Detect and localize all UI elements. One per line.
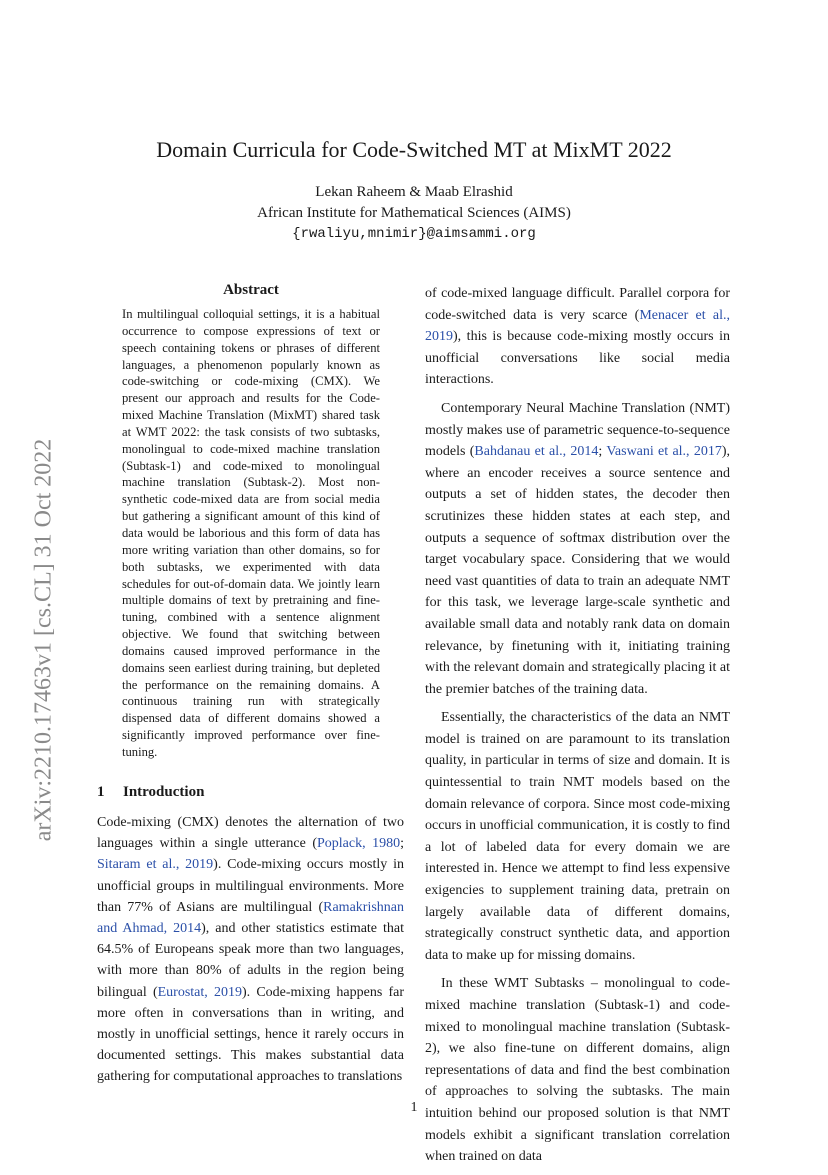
section-number: 1 — [97, 784, 105, 800]
section-heading-introduction — [97, 784, 204, 801]
author-names: Lekan Raheem & Maab Elrashid — [315, 184, 513, 200]
abstract-text: In multilingual colloquial settings, it is a habitual occurrence to compose expressions of text or speech containing tokens or phrases of different languages, a phenomenon popularly known as code-switching or code-mixing (CMX). We present our approach and results for the Code-mixed Machine Translation (MixMT) shared task at WMT 2022: the task consists of two subtasks, monolingual to code-mixed machine translation (Subtask-1) and code-mixed to monolingual machine translation (Subtask-2). Most non-synthetic code-mixed data are from social media but gathering a significant amount of this kind of data would be laborious and this form of data has more writing variation than other domains, so for both subtasks, we experimented with data schedules for out-of-domain data. We jointly learn multiple domains of text by pretraining and fine-tuning, combined with a sentence alignment objective. We found that switching between domains caused improved performance in the domains seen earliest during training, but depleted the performance on the remaining domains. A continuous training run with strategically dispensed data of different domains showed a significantly improved performance over fine-tuning. — [122, 307, 380, 759]
arxiv-sidebar — [14, 370, 74, 910]
text-run: ; — [400, 836, 404, 852]
text-run: of code-mixed language difficult. Parallel corpora for code-switched data is very scarce ( — [425, 286, 730, 323]
citation-link[interactable]: Eurostat, 2019 — [157, 984, 242, 1000]
text-run: Code-mixing (CMX) denotes the alternation of two languages within a single utterance ( — [97, 815, 404, 852]
author-email: {rwaliyu,mnimir}@aimsammi.org — [292, 226, 536, 242]
text-run: Contemporary Neural Machine Translation (NMT) mostly makes use of parametric sequence-to-sequence models ( — [425, 400, 730, 460]
intro-paragraph-1-continued — [425, 283, 730, 391]
citation-link[interactable]: Menacer et al., 2019 — [425, 307, 730, 345]
page-number: 1 — [410, 1100, 418, 1115]
citation-link[interactable]: Sitaram et al., 2019 — [97, 857, 214, 873]
text-run: ), where an encoder receives a source sentence and outputs a set of hidden states, the decoder then scrutinizes these hidden states at each step, and outputs a sequence of softmax distribution over the target vocabulary space. Considering that we would need vast quantities of data to train an adequate NMT for this task, we leverage large-scale synthetic and available small data and notably rank data on domain relevance, by finetuning with it, initiating training with the relevant domain and strategically placing it at the premier batches of the training data. — [425, 444, 730, 697]
author-block — [0, 182, 828, 245]
intro-paragraph-1-left — [97, 812, 404, 1088]
text-run: ). Code-mixing happens far more often in conversations than in writing, and mostly in unofficial settings, hence it rarely occurs in documented settings. This makes substantial data gathering for computational approaches to translations — [97, 984, 404, 1085]
paper-title: Domain Curricula for Code-Switched MT at MixMT 2022 — [156, 137, 672, 162]
text-run: ), this is because code-mixing mostly occurs in unofficial conversations like social media interactions. — [425, 329, 730, 388]
arxiv-identifier: arXiv:2210.17463v1 [cs.CL] 31 Oct 2022 — [30, 438, 57, 842]
intro-paragraph-3: Essentially, the characteristics of the data an NMT model is trained on are paramount to its translation quality, in particular in terms of size and domain. It is quintessential to train NMT models based on the domain relevance of corpora. Since most code-mixing occurs in unofficial communication, it is costly to find a lot of labeled data for every domain we are interested in. Hence we attempt to find less expensive exigencies to supplement training data, pretrain on largely available data of different domains, strategically construct synthetic data, and apportion data to make up for missing domains. — [425, 710, 730, 963]
text-run: ), and other statistics estimate that 64.5% of Europeans speak more than two languages, with more than 80% of adults in the region being bilingual ( — [97, 921, 404, 1000]
citation-link[interactable]: Bahdanau et al., 2014 — [474, 444, 599, 460]
citation-link[interactable]: Vaswani et al., 2017 — [606, 444, 722, 460]
text-run: ; — [598, 444, 607, 460]
author-affiliation: African Institute for Mathematical Sciences (AIMS) — [257, 205, 571, 221]
intro-paragraph-2 — [425, 398, 730, 700]
abstract-heading: Abstract — [223, 282, 279, 298]
intro-paragraph-4: In these WMT Subtasks – monolingual to code-mixed machine translation (Subtask-1) and code-mixed to monolingual machine translation (Subtask-2), we also fine-tune on different domains, align representations of data and find the best combination of approaches to solving the subtasks. The main intuition behind our proposed solution is that NMT models exhibit a significant translation correlation when trained on data — [425, 976, 730, 1165]
citation-link[interactable]: Ramakrishnan and Ahmad, 2014 — [97, 899, 404, 937]
citation-link[interactable]: Poplack, 1980 — [316, 836, 401, 852]
right-column — [425, 283, 730, 1175]
section-title: Introduction — [123, 784, 205, 800]
text-run: ). Code-mixing occurs mostly in unofficial groups in multilingual environments. More than 77% of Asians are multilingual ( — [97, 857, 404, 915]
